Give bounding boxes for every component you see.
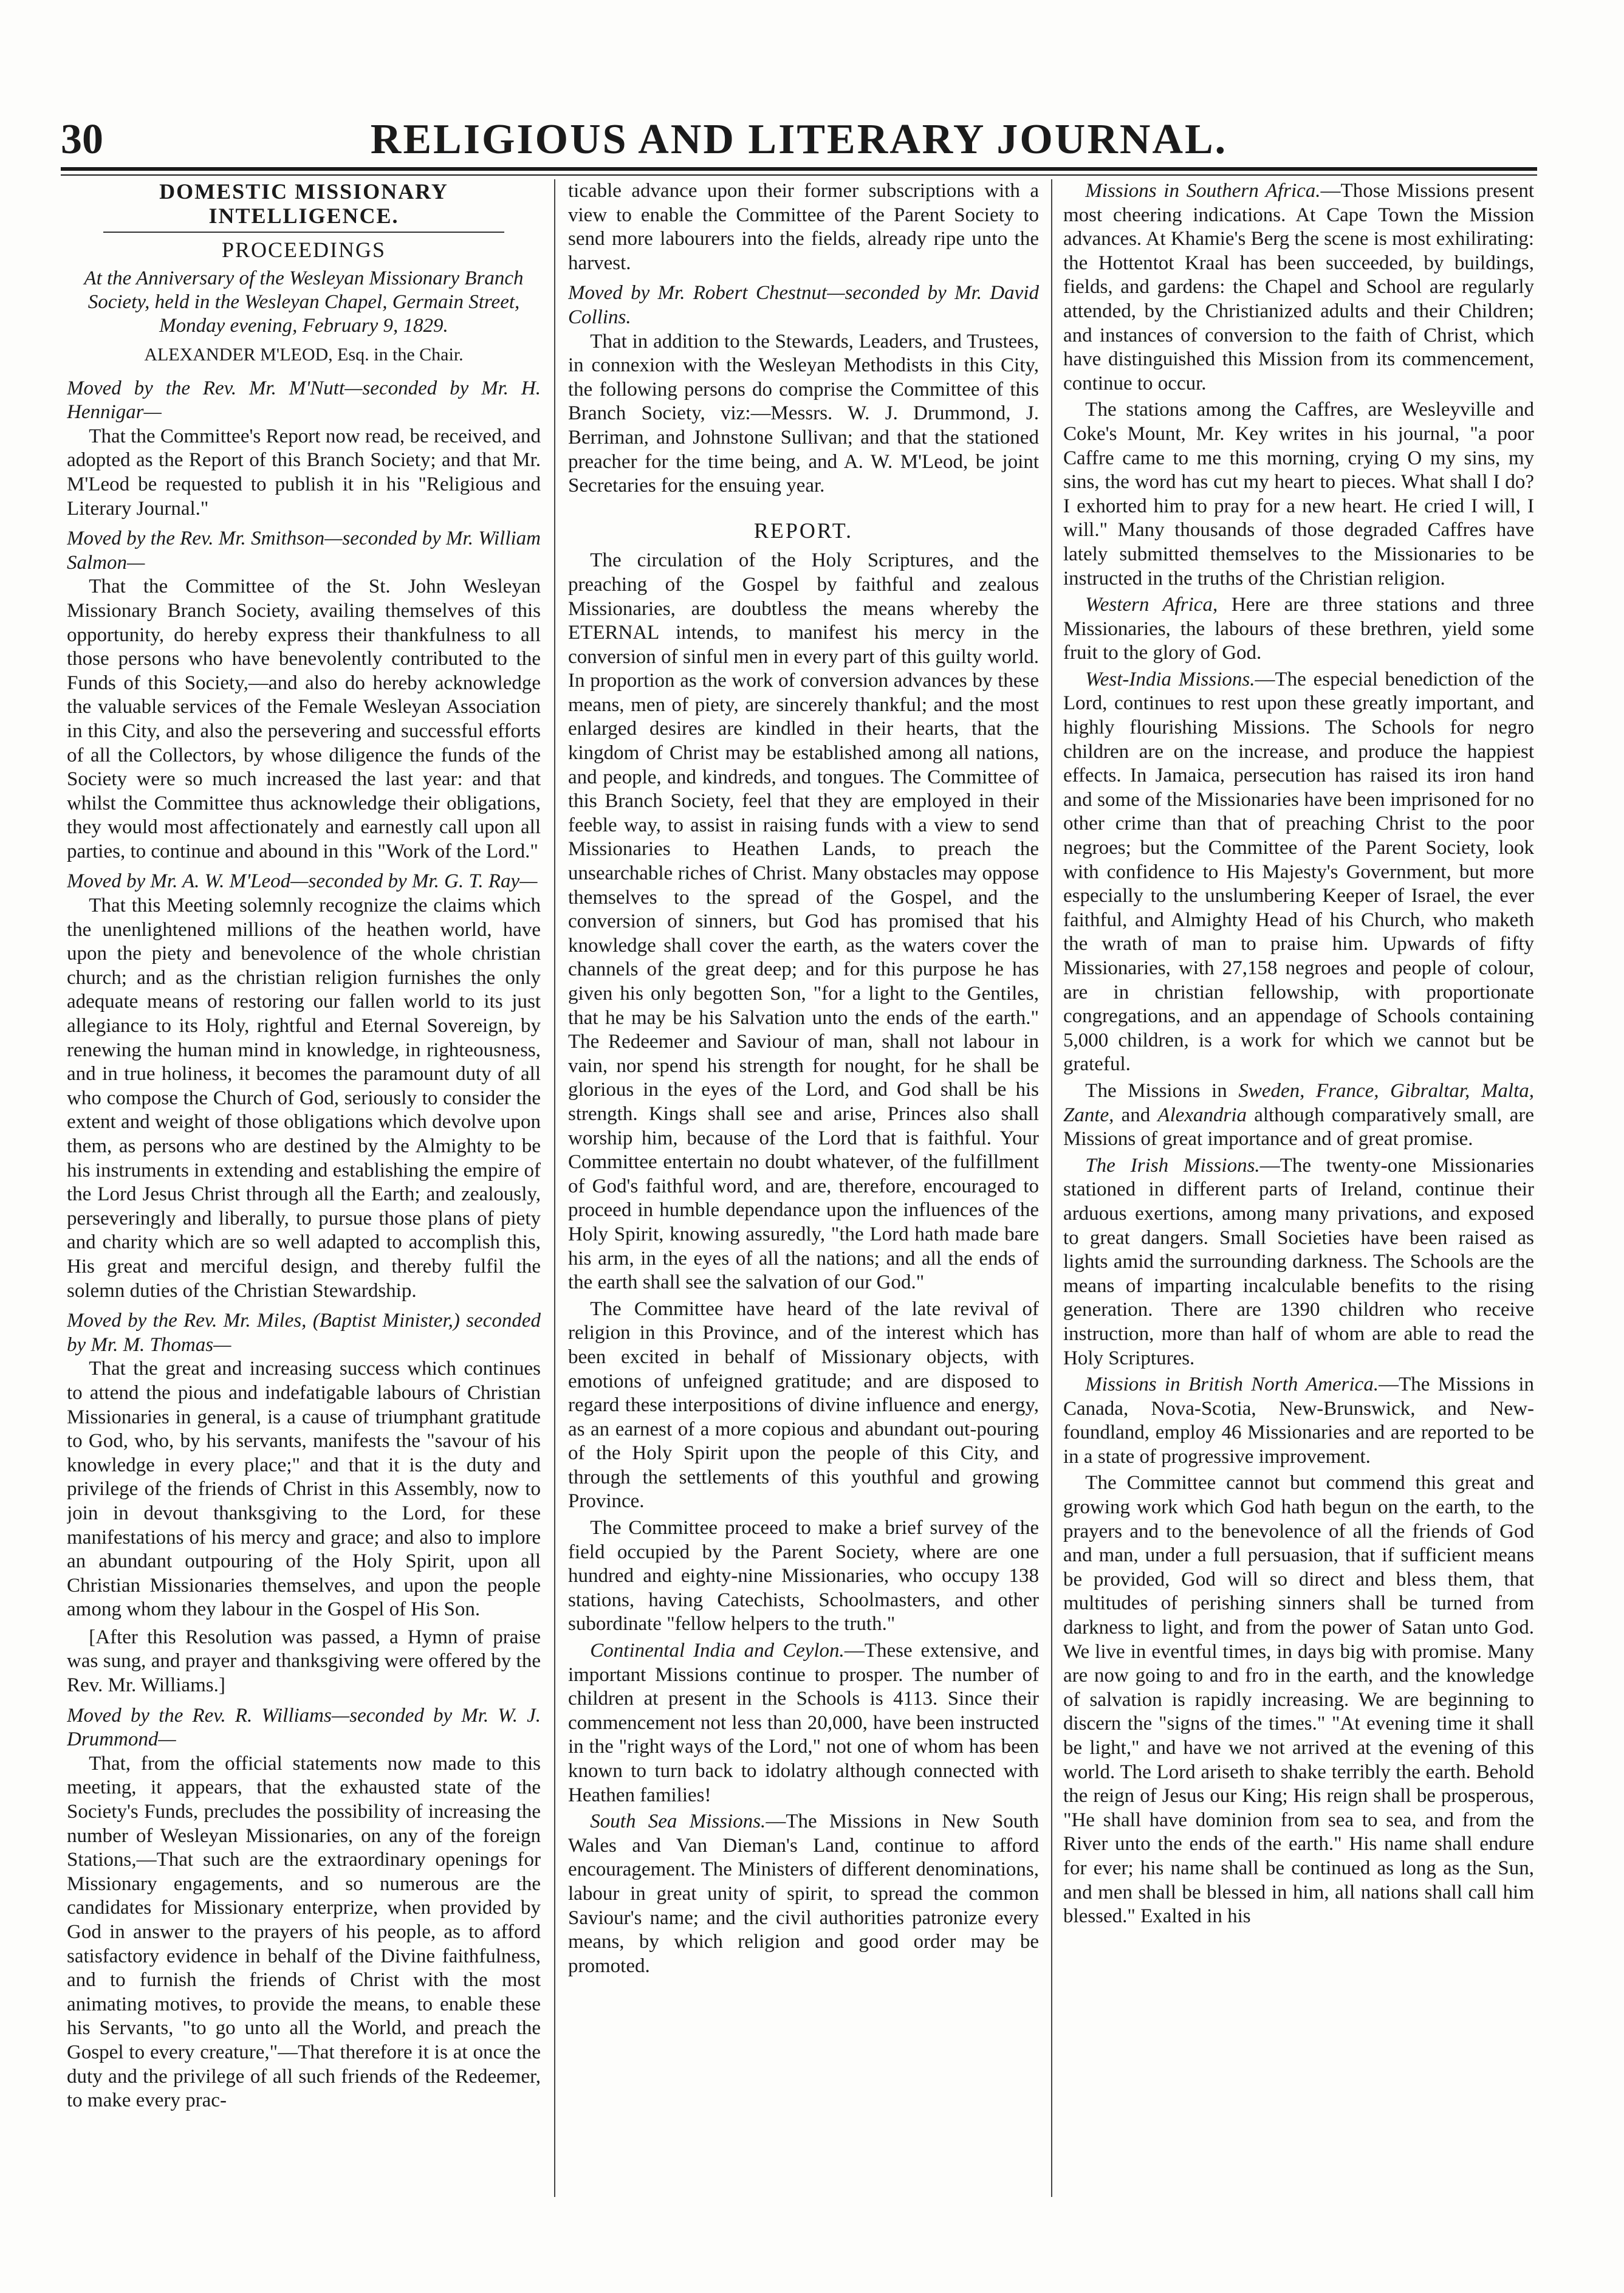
journal-title: RELIGIOUS AND LITERARY JOURNAL. — [370, 116, 1228, 163]
british-north-america-heading: Missions in British North America. — [1085, 1373, 1379, 1396]
proceedings-heading: PROCEEDINGS — [221, 238, 386, 262]
column-3 — [1063, 179, 1534, 2197]
india-ceylon-section — [568, 1639, 1039, 1807]
section-heading-intelligence: DOMESTIC MISSIONARY INTELLIGENCE. — [159, 179, 448, 228]
motion-3-text: That this Meeting solemnly recognize the claims which the unenlightened millions of the heathen world, have upon the piety and benevolence of the whole christian church; and as the christian religion furnishes the only adequate means of restoring our fallen world to its just allegiance to its Holy, rightful and Eternal Sovereign, by renewing the human mind in knowledge, in righteousness, and in true holiness, it becomes the paramount duty of all who compose the Church of God, seriously to consider the extent and weight of those obligations which devolve upon them, as persons who are destined by the Almighty to be his instruments in extending and establishing the empire of the Lord Jesus Christ through all the Earth; and zealously, perseveringly and liberally, to pursue those plans of piety and charity which are so well adapted to accomplish this, His great and merciful design, and thereby fulfil the solemn duties of the Christian Stewardship. — [67, 895, 541, 1302]
motion-1-mover: Moved by the Rev. Mr. M'Nutt—seconded by Mr. H. Hennigar— — [67, 377, 541, 424]
header-rule-thin — [61, 174, 1537, 176]
motion-6-text: That in addition to the Stewards, Leaders, and Trustees, in connexion with the Wesleyan Methodists in this City, the following persons do comprise the Committee of this Branch Society, viz:—Messrs. W. J. Drummond, J. Berriman, and Johnstone Sullivan; and that the stationed preacher for the time being, and A. W. M'Leod, be joint Secretaries for the ensuing year. — [568, 330, 1039, 497]
report-paragraph-3: The Committee proceed to make a brief survey of the field occupied by the Parent Society, where are one hundred and eighty-nine Missionaries, who occupy 138 stations, having Catechists, Schoolmasters, and other subordinate "fellow helpers to the truth." — [568, 1517, 1039, 1635]
masthead — [61, 115, 1537, 164]
south-sea-heading: South Sea Missions. — [590, 1810, 766, 1833]
motion-6-mover: Moved by Mr. Robert Chestnut—seconded by Mr. David Collins. — [568, 282, 1039, 328]
report-paragraph-1: The circulation of the Holy Scriptures, and the preaching of the Gospel by faithful and zealous Missionaries, are doubtless the means whereby the ETERNAL intends, to manifest his mercy in the conversion of sinful men in every part of this guilty world. In proportion as the work of conversion advances by these means, men of piety, are sincerely thankful; and the most enlarged desires are kindled in their hearts, that the kingdom of Christ may be established among all nations, and people, and kindreds, and tongues. The Committee of this Branch Society, feel that they are employed in their feeble way, to assist in raising funds with a view to send Missionaries to Heathen Lands, to preach the unsearchable riches of Christ. Many obstacles may oppose themselves to the spread of the Gospel, and the conversion of sinners, but God has promised that his knowledge shall cover the earth, as the waters cover the channels of the great deep; and for this purpose he has given his only begotten Son, "for a light to the Gentiles, that he may be his Salvation unto the ends of the earth." The Redeemer and Saviour of man, shall not labour in vain, nor spend his strength for nought, for he shall be glorious in the eyes of the Lord, and God shall be his strength. Kings shall see and arise, Princes also shall worship him, because of the Lord that is faithful. Your Committee entertain no doubt whatever, of the fulfillment of God's faithful word, and are, therefore, encouraged to proceed in humble dependance upon the influences of the Holy Spirit, knowing assuredly, "the Lord hath made bare his arm, in the eyes of all the nations; and all the ends of the earth shall see the salvation of our God." — [568, 549, 1039, 1294]
motion-4-text: That the great and increasing success which continues to attend the pious and indefatigable labours of Christian Missionaries in general, is a cause of triumphant gratitude to God, who, by his servants, manifests the "savour of his knowledge in every place;" and that it is the duty and privilege of the friends of Christ in this Assembly, now to join in devout thanksgiving to the Lord, for these manifestations of his mercy and grace; and also to implore an abundant outpouring of the Holy Spirit, upon all Christian Missionaries themselves, and upon the people among whom they labour in the Gospel of His Son. — [67, 1358, 541, 1621]
south-sea-section — [568, 1810, 1039, 1978]
southern-africa-section — [1063, 179, 1534, 396]
motion-5-mover: Moved by the Rev. R. Williams—seconded by Mr. W. J. Drummond— — [67, 1704, 541, 1751]
meeting-subtitle: At the Anniversary of the Wesleyan Missionary Branch Society, held in the Wesleyan Chapel, Germain Street, Monday evening, February 9, 1829. — [84, 267, 524, 337]
heading-rule — [103, 232, 504, 233]
column-2 — [568, 179, 1039, 2197]
irish-missions-heading: The Irish Missions. — [1085, 1154, 1260, 1177]
irish-missions-section — [1063, 1154, 1534, 1370]
column-divider-2 — [1051, 179, 1052, 2197]
western-africa-heading: Western Africa, — [1085, 594, 1218, 616]
motion-1-text: That the Committee's Report now read, be received, and adopted as the Report of this Branch Society; and that Mr. M'Leod be requested to publish it in his "Religious and Literary Journal." — [67, 425, 541, 520]
southern-africa-heading: Missions in Southern Africa. — [1085, 180, 1321, 202]
west-india-section — [1063, 668, 1534, 1077]
european-missions-text: although comparatively small, are Missions of great importance and of great promise. — [1063, 1104, 1534, 1150]
report-heading: REPORT. — [753, 518, 854, 543]
european-missions-alexandria: Alexandria — [1157, 1104, 1247, 1126]
motion-4-mover: Moved by the Rev. Mr. Miles, (Baptist Minister,) seconded by Mr. M. Thomas— — [67, 1310, 541, 1356]
header-rule-thick — [61, 167, 1537, 171]
irish-missions-text: —The twenty-one Missionaries stationed in different parts of Ireland, continue their arduous exertions, among many privations, and exposed to great dangers. Small Societies have been raised as lights amid the surrounding darkness. The Schools are the means of imparting incalculable benefits to the rising generation. There are 1390 children who receive instruction, more than half of whom are able to read the Holy Scriptures. — [1063, 1154, 1534, 1369]
european-missions-and: and — [1114, 1104, 1158, 1126]
western-africa-section — [1063, 593, 1534, 665]
page-number: 30 — [61, 116, 103, 163]
motion-2-mover: Moved by the Rev. Mr. Smithson—seconded by Mr. William Salmon— — [67, 528, 541, 574]
european-missions-section — [1063, 1079, 1534, 1152]
motion-5-text: That, from the official statements now made to this meeting, it appears, that the exhausted state of the Society's Funds, precludes the possibility of increasing the number of Wesleyan Missionaries, on any of the foreign Stations,—That such are the extraordinary openings for Missionary engagements, and so numerous are the candidates for Missionary enterprize, when provided by God in answer to the prayers of his people, as to afford satisfactory evidence in behalf of the Divine faithfulness, and to furnish the friends of Christ with the most animating motives, to provide the means, to enable these his Servants, "to go unto all the World, and preach the Gospel to every creature,"—That therefore it is at once the duty and the privilege of all such friends of the Redeemer, to make every prac- — [67, 1752, 541, 2112]
india-ceylon-heading: Continental India and Ceylon. — [590, 1640, 845, 1662]
west-india-text: —The especial benediction of the Lord, continues to rest upon these greatly important, and highly flourishing Missions. The Schools for negro children are on the increase, and produce the happiest effects. In Jamaica, persecution has raised its iron hand and some of the Missionaries have been imprisoned for no other crime than that of preaching Christ to the poor negroes; but the Committee of the Parent Society, look with confidence to His Majesty's Government, but more especially to the unslumbering Keeper of Israel, the ever faithful, and Almighty Head of his Church, who maketh the wrath of man to praise him. Upwards of fifty Missionaries, with 27,158 negroes and people of colour, are in christian fellowship, with proportionate congregations, and an appendage of Schools containing 5,000 children, is a work for which we cannot but be grateful. — [1063, 668, 1534, 1076]
closing-paragraph: The Committee cannot but commend this great and growing work which God hath begun on the earth, to the prayers and to the benevolence of all the friends of God and man, under a full persuasion, that if sufficient means be provided, God will so direct and bless them, that multitudes of perishing sinners shall be turned from darkness to light, and from the power of Satan unto God. We live in eventful times, in days big with promise. Many are now going to and fro in the earth, and the knowledge of salvation is rapidly increasing. We are beginning to discern the "signs of the times." "At evening time it shall be light," and have we not arrived at the evening of this world. The Lord ariseth to shake terribly the earth. Behold the reign of Jesus our King; His reign shall be prosperous, "He shall have dominion from sea to sea, and from the River unto the ends of the earth." His name shall endure for ever; his name shall be continued as long as the Sun, and men shall be blessed in him, all nations shall call him blessed." Exalted in his — [1063, 1472, 1534, 1928]
motion-2-text: That the Committee of the St. John Wesleyan Missionary Branch Society, availing themselves of this opportunity, do hereby express their thankfulness to all those persons who have benevolently contributed to the Funds of this Society,—and also do hereby acknowledge the valuable services of the Female Wesleyan Association in this City, and also the persevering and successful efforts of all the Collectors, by whose diligence the funds of the Society were so much increased the last year: and that whilst the Committee thus acknowledge their obligations, they would most affectionately and earnestly call upon all parties, to continue and abound in this "Work of the Lord." — [67, 576, 541, 862]
column-1 — [67, 179, 541, 2197]
hymn-note: [After this Resolution was passed, a Hymn of praise was sung, and prayer and thanksgiving were offered by the Rev. Mr. Williams.] — [67, 1626, 541, 1697]
british-north-america-text: —The Missions in Canada, Nova-Scotia, New-Brunswick, and New-foundland, employ 46 Missionaries and are reported to be in a state of progressive improvement. — [1063, 1373, 1534, 1468]
caffres-paragraph: The stations among the Caffres, are Wesleyville and Coke's Mount, Mr. Key writes in his journal, "a poor Caffre came to me this morning, crying O my sins, my sins, the word has cut my heart to pieces. What shall I do? I exhorted him to pray for a new heart. He cried I will, I will." Many thousands of those degraded Caffres have lately submitted themselves to the Missionaries to be instructed in the truths of the Christian religion. — [1063, 399, 1534, 590]
western-africa-text: Here are three stations and three Missionaries, the labours of these brethren, yield some fruit to the glory of God. — [1063, 594, 1534, 664]
motion-3-mover: Moved by Mr. A. W. M'Leod—seconded by Mr. G. T. Ray— — [67, 870, 538, 893]
chair-line: ALEXANDER M'LEOD, Esq. in the Chair. — [144, 345, 464, 365]
india-ceylon-text: —These extensive, and important Missions continue to prosper. The number of children at present in the Schools is 4113. Since their commencement not less than 20,000, have been instructed in the "right ways of the Lord," not one of whom has been known to turn back to idolatry although connected with Heathen families! — [568, 1640, 1039, 1806]
west-india-heading: West-India Missions. — [1085, 668, 1255, 690]
british-north-america-section — [1063, 1373, 1534, 1469]
south-sea-text: —The Missions in New South Wales and Van Dieman's Land, continue to afford encouragement. The Ministers of different denominations, labour in great unity of spirit, to spread the common Saviour's name; and the civil authorities patronize every means, by which religion and good order may be promoted. — [568, 1810, 1039, 1977]
column-divider-1 — [554, 179, 555, 2197]
report-paragraph-2: The Committee have heard of the late revival of religion in this Province, and of the interest which has been excited in behalf of Missionary objects, with emotions of unfeigned gratitude; and are disposed to regard these interpositions of divine influence and energy, as an earnest of a more copious and abundant out-pouring of the Holy Spirit upon the people of this City, and through the settlements of this youthful and growing Province. — [568, 1298, 1039, 1513]
southern-africa-text: —Those Missions present most cheering indications. At Cape Town the Mission advances. At Khamie's Berg the scene is most exhilirating: the Hottentot Kraal has been succeeded, by buildings, fields, and gardens: the Chapel and School are regularly attended, by the Christianized adults and their Children; and instances of conversion to the faith of Christ, which have distinguished this Mission from its commencement, continue to occur. — [1063, 180, 1534, 394]
european-missions-lead: The Missions in — [1085, 1079, 1239, 1102]
motion-5-continued: ticable advance upon their former subscriptions with a view to enable the Committee of the Parent Society to send more labourers into the fields, already ripe unto the harvest. — [568, 180, 1039, 274]
european-missions-places: Sweden, France, Gibraltar, Malta, Zante, — [1063, 1079, 1534, 1126]
